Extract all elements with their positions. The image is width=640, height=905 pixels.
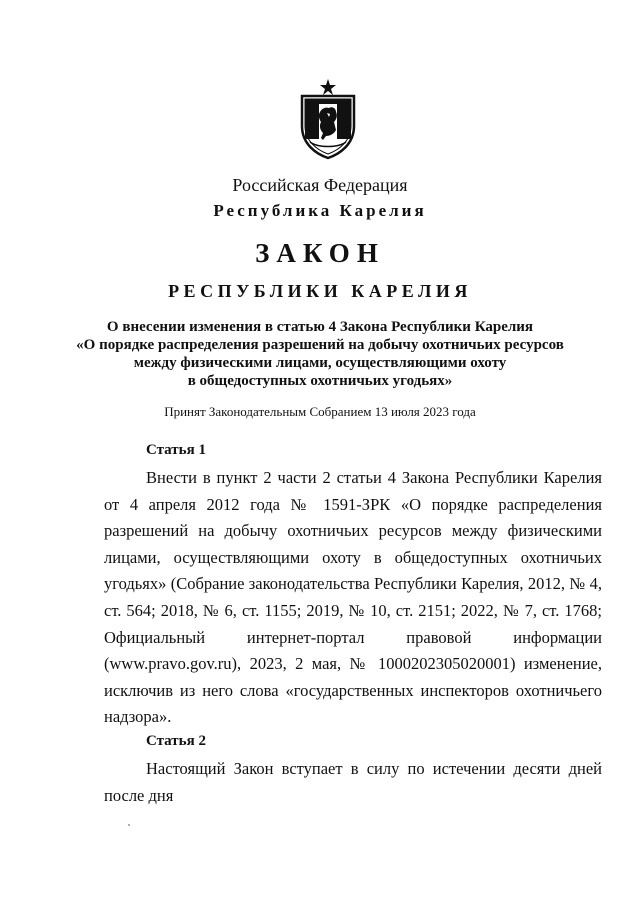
article-1-text: Внести в пункт 2 части 2 статьи 4 Закона Республики Карелия от 4 апреля 2012 года № 1591-ЗРК «О порядке распределения разрешений на добычу охотничьих ресурсов между физическими лицами, осуществляющими охоту в общедоступных охотничьих угодьях» (Собрание законодательства Республики Карелия, 2012, № 4, ст. 564; 2018, № 6, ст. 1155; 2019, № 10, ст. 2151; 2022, № 7, ст. 1768; Официальный интернет-портал правовой информации (www.pravo.gov.ru), 2023, 2 мая, № 1000202305020001) изменение, исключив из него слова «государственных инспекторов охотничьего надзора». bbox=[104, 468, 602, 727]
coat-of-arms-icon bbox=[296, 78, 360, 160]
scan-speck bbox=[128, 824, 130, 826]
document-type: ЗАКОН bbox=[255, 238, 385, 268]
article-1-heading: Статья 1 bbox=[146, 442, 206, 458]
article-2-heading: Статья 2 bbox=[146, 733, 206, 749]
law-title-line: О внесении изменения в статью 4 Закона Республики Карелия bbox=[106, 319, 534, 335]
law-title bbox=[0, 318, 640, 390]
document-type-subtitle: РЕСПУБЛИКИ КАРЕЛИЯ bbox=[168, 281, 472, 301]
adoption-note: Принят Законодательным Собранием 13 июля 2023 года bbox=[164, 404, 476, 419]
law-title-line: «О порядке распределения разрешений на добычу охотничьих ресурсов bbox=[76, 337, 564, 353]
law-title-line: в общедоступных охотничьих угодьях» bbox=[187, 373, 453, 389]
country-name: Российская Федерация bbox=[232, 175, 408, 195]
republic-name: Республика Карелия bbox=[213, 201, 427, 220]
article-2-text: Настоящий Закон вступает в силу по истечении десяти дней после дня bbox=[104, 759, 602, 805]
law-title-line: между физическими лицами, осуществляющими охоту bbox=[133, 355, 507, 371]
